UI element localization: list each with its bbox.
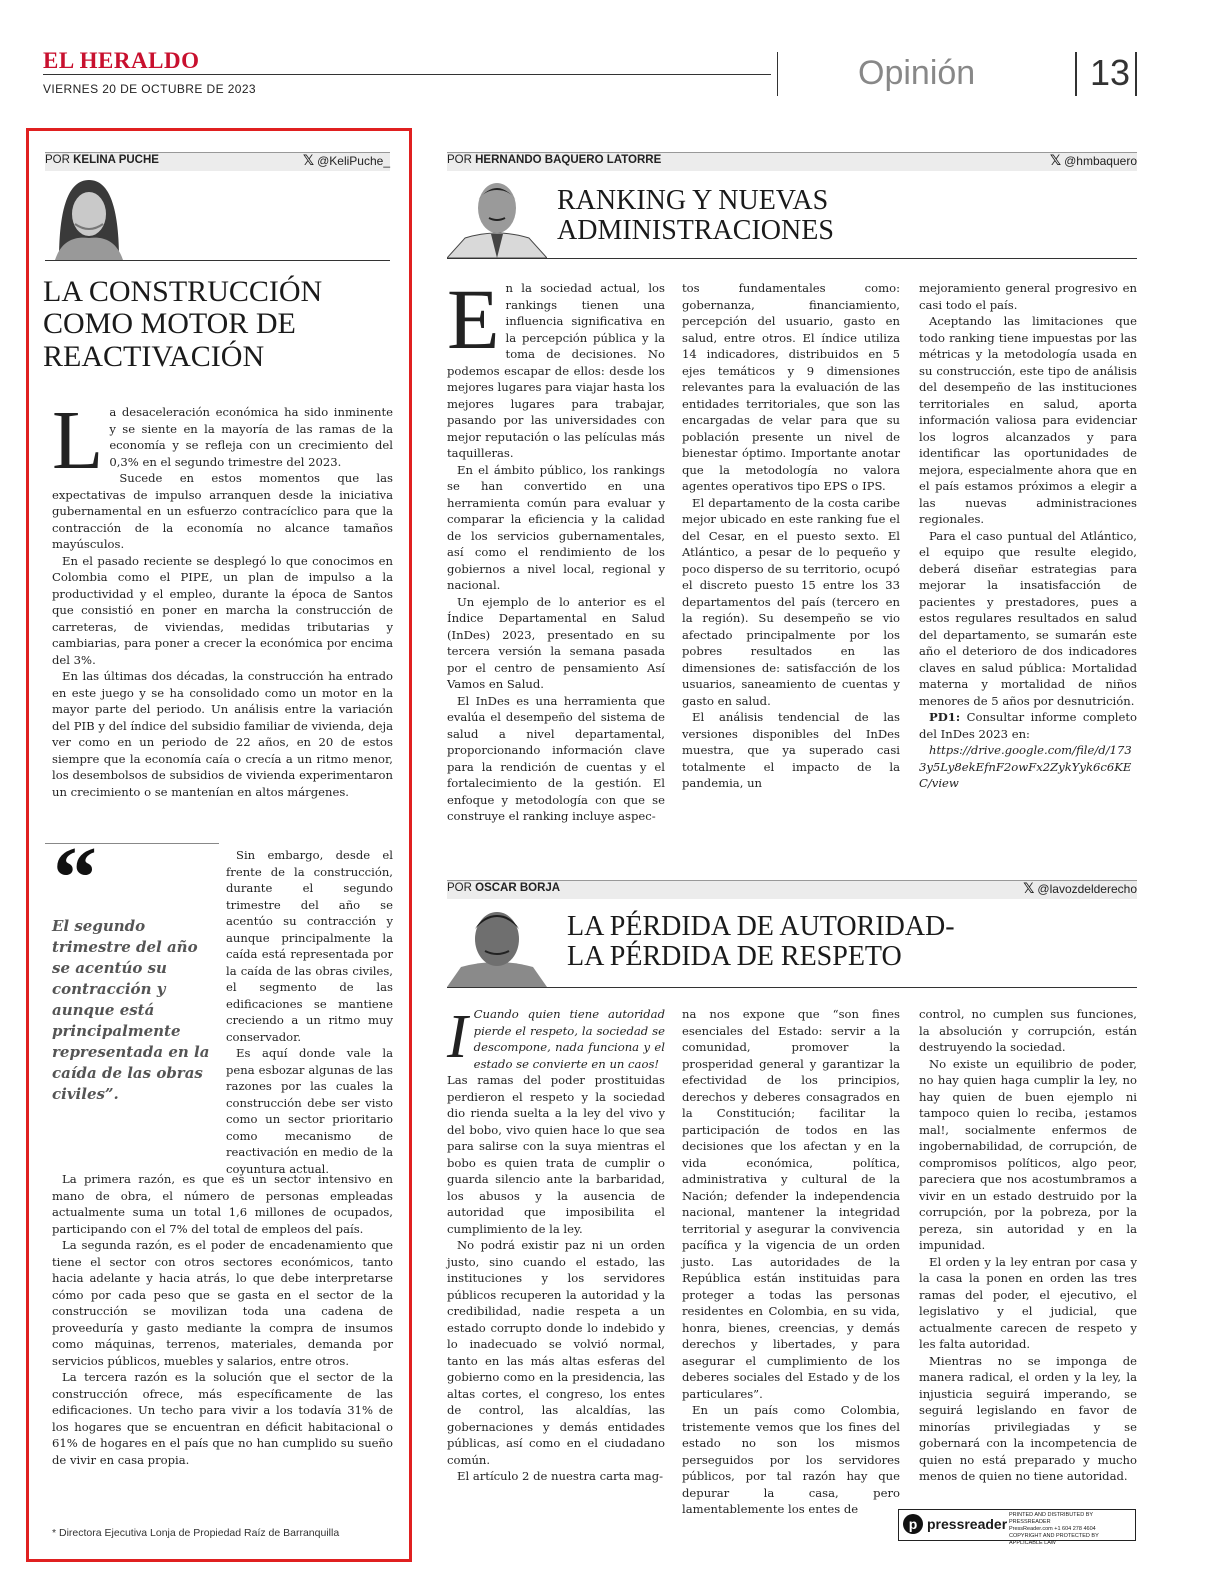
masthead-date: VIERNES 20 DE OCTUBRE DE 2023 (43, 82, 257, 96)
pressreader-legal: PRINTED AND DISTRIBUTED BY PRESSREADER PressReader.com +1 604 278 4604 COPYRIGHT AND PROTECTED BY APPLICABLE LAW (1009, 1512, 1099, 1546)
article2-rule (447, 258, 1137, 259)
byline-prefix: POR (447, 154, 472, 166)
article1-rule (45, 260, 390, 261)
section-name: Opinión (858, 54, 976, 92)
page-number: 13 (1090, 52, 1131, 93)
masthead-logo: EL HERALDO (43, 48, 200, 73)
author-photo (45, 172, 131, 260)
article1-body-wrap: Sin embargo, desde el frente de la construcción, durante el segundo trimestre del año se acentúo su contracción y aunque principalmente la caída está representada por la caída de las obras civiles, el segmento de las edificaciones se mantiene creciendo a un ritmo muy conservador. Es aquí donde vale la pena esbozar algunas de las razones por las cuales la construcción debe ser visto como un sector prioritario como mecanismo de reactivación en medio de la coyuntura actual. (226, 848, 393, 1176)
author-name: KELINA PUCHE (73, 154, 159, 166)
byline-prefix: POR (45, 154, 70, 166)
article1-footnote: * Directora Ejecutiva Lonja de Propiedad Raíz de Barranquilla (52, 1527, 340, 1539)
article3-rule (447, 987, 1137, 988)
article1-headline: LA CONSTRUCCIÓN COMO MOTOR DE REACTIVACIÓN (43, 275, 323, 373)
article1-byline (45, 152, 390, 171)
article2-col1: En la sociedad actual, los rankings tienen una influencia significativa en la percepción pública y la toma de decisiones. No podemos escapar de ellos: desde los mejores lugares para viajar hasta los mejores lugares para trabajar, pasando por las universidades con mejor reputación o las películas más taquilleras. En el ámbito público, los rankings se han convertido en una herramienta común para evaluar y comparar la eficiencia y la calidad de los servicios gubernamentales, así como el rendimiento de los gobiernos a nivel local, regional y nacional. Un ejemplo de lo anterior es el Índice Departamental en Salud (InDes) 2023, presentado en su tercera versión la semana pasada por el centro de pensamiento Así Vamos en Salud. El InDes es una herramienta que evalúa el desempeño del sistema de salud a nivel departamental, proporcionando información clave para la rendición de cuentas y el fortalecimiento de la gestión. El enfoque y metodología con que se construye el ranking incluye aspec- (447, 271, 665, 823)
article3-byline (447, 880, 1137, 899)
article3-handle: 𝕏 @lavozdelderecho (1023, 881, 1137, 897)
author-name: OSCAR BORJA (475, 882, 561, 894)
masthead-divider (777, 52, 778, 96)
masthead-rule (43, 74, 771, 75)
author-photo (447, 899, 547, 987)
pull-quote: “ El segundo trimestre del año se acentúo su contracción y aunque está principalmente representada en la caída de las obras civiles”. (45, 843, 219, 1102)
byline-prefix: POR (447, 882, 472, 894)
article2-byline (447, 152, 1137, 171)
page-num-divider-left (1075, 52, 1077, 96)
pd-link[interactable]: https://drive.google.com/file/d/1733y5Ly8ekEfnF2owFx2ZykYyk6c6KEC/view (919, 743, 1132, 790)
article1-handle: 𝕏 @KeliPuche_ (302, 153, 390, 169)
article2-handle: 𝕏 @hmbaquero (1049, 153, 1137, 169)
page-num-divider-right (1135, 52, 1137, 96)
dropcap: L (52, 394, 104, 487)
pressreader-brand: pressreader (927, 1516, 1008, 1532)
article3-col3: control, no cumplen sus funciones, la absolución y corrupción, están destruyendo la sociedad. No existe un equilibrio de poder, no hay quien haga cumplir la ley, no hay quien de buen ejemplo ni tampoco quien lo reciba, ¡estamos mal!, socialmente enfermos de ingobernabilidad, de corrupción, de compromisos políticos, algo peor, pareciera que nos acostumbramos a vivir en un estado destruido por la corrupción, por la pobreza, por la pereza, sin autoridad y en la impunidad. El orden y la ley entran por casa y la casa la ponen en orden las tres ramas del poder, el ejecutivo, el legislativo y el judicial, que actualmente carecen de respeto y les falta autoridad. Mientras no se imponga de manera radical, el orden y la ley, la injusticia seguirá imperando, se seguirá legislando en favor de minorías privilegiadas y se gobernará con la incompetencia de quien no está preparado y mucho menos de quien no tiene autoridad. (919, 1007, 1137, 1483)
article1-body-top: La desaceleración económica ha sido inminente y se siente en la mayoría de las ramas de la economía y se refleja con un crecimiento del 0,3% en el segundo trimestre del 2023. Sucede en estos momentos que las expectativas de impulso arranquen desde la iniciativa gubernamental en un esfuerzo contracíclico para que la contracción de la economía no alcance tamaños mayúsculos. En el pasado reciente se desplegó lo que conocimos en Colombia como el PIPE, un plan de impulso a la productividad y el empleo, durante la época de Santos que consistió en poner en marcha la construcción de carreteras, de viviendas, medidas tributarias y cambiarias, para poner a crecer la económica por encima del 3%. En las últimas dos décadas, la construcción ha entrado en este juego y se ha consolidado como un motor en la mayor parte del periodo. Un análisis entre la variación del PIB y del índice del subsidio familiar de vivienda, deja ver como en un periodo de 22 años, en 20 de estos siempre que la economía caía o crecía a un ritmo menor, los desembolsos de subsidios de vivienda experimentaron un crecimiento o se mantenían en altos márgenes. (52, 394, 393, 799)
article1-body-bottom: La primera razón, es que es un sector intensivo en mano de obra, el número de personas empleadas actualmente suma un total 1,6 millones de ocupados, participando con el 7% del total de empleos del país. La segunda razón, es el poder de encadenamiento que tiene el sector con otros sectores económicos, tanto hacia adelante y hacia atrás, lo que debe interpretarse cómo por cada peso que se gasta en el sector de la construcción se movilizan toda una cadena de proveeduría y gasto mediante la compra de insumos como máquinas, terrenos, materiales, demanda por servicios públicos, muebles y salarios, entre otros. La tercera razón es la solución que el sector de la construcción ofrece, más específicamente de las edificaciones. Un techo para vivir a los todavía 31% de los hogares que se encuentran en déficit habitacional o 61% de hogares en el país que no han cumplido su sueño de vivir en casa propia. (52, 1172, 393, 1467)
dropcap: E (447, 271, 500, 367)
article3-col2: na nos expone que “son fines esenciales del Estado: servir a la comunidad, promover la prosperidad general y garantizar la efectividad de los principios, derechos y deberes consagrados en la Constitución; facilitar la participación de todos en las decisiones que los afectan y en la vida económica, política, administrativa y cultural de la Nación; defender la independencia nacional, mantener la integridad territorial y asegurar la convivencia pacífica y la vigencia de un orden justo. Las autoridades de la República están instituidas para proteger a todas las personas residentes en Colombia, en su vida, honra, bienes, creencias, y demás derechos y libertades, y para asegurar el cumplimiento de los deberes sociales del Estado y de los particulares”. En un país como Colombia, tristemente vemos que los fines del estado no son los mismos perseguidos por los servidores públicos, por tal razón hay que depurar la casa, pero lamentablemente los entes de (682, 1007, 900, 1516)
article2-col3: mejoramiento general progresivo en casi todo el país. Aceptando las limitaciones que todo ranking tiene impuestas por las métricas y la metodología usada en su construcción, este tipo de análisis del desempeño de las instituciones territoriales en salud, aporta información valiosa para evidenciar los logros alcanzados y para identificar las oportunidades de mejora, especialmente ahora que en el país estamos próximos a elegir a las nuevas administraciones regionales. Para el caso puntual del Atlántico, el equipo que resulte elegido, deberá diseñar estrategias para mejorar la insatisfacción de pacientes y prestadores, pues a estos regulares resultados en salud del departamento, se sumarán este año el deterioro de dos indicadores claves en salud pública: Mortalidad materna y mortalidad de niños menores de 5 años por desnutrición. PD1: Consultar informe completo del InDes 2023 en: https://drive.google.com/file/d/1733y5Ly8ekEfnF2owFx2ZykYyk6c6KEC/view (919, 281, 1138, 790)
author-photo (447, 172, 547, 258)
dropcap: I (447, 1003, 468, 1071)
x-logo-icon: 𝕏 (1049, 153, 1062, 169)
article2-col2: tos fundamentales como: gobernanza, financiamiento, percepción del usuario, gasto en salud, entre otros. El índice utiliza 14 indicadores, distribuidos en 5 ejes temáticos y 9 dimensiones relevantes para la evaluación de las entidades territoriales, que son las encargadas de velar para que su población presente un nivel de bienestar óptimo. Importante anotar que la metodología no valora agentes operativos tipo EPS o IPS. El departamento de la costa caribe mejor ubicado en este ranking fue el del Cesar, en el puesto sexto. El Atlántico, a pesar de lo pequeño y poco disperso de su territorio, ocupó el discreto puesto 15 entre los 33 departamentos del país (tercero en la región). Su desempeño se vio afectado principalmente por los pobres resultados en las dimensiones de: satisfacción de los usuarios, saneamiento de cuentas y gasto en salud. El análisis tendencial de las versiones disponibles del InDes muestra, que ya superado casi totalmente el impacto de la pandemia, un (682, 281, 900, 790)
pd-label: PD1: (929, 710, 961, 724)
article3-col1: I Cuando quien tiene autoridad pierde el respeto, la sociedad se descompone, nada funciona y el estado se convierte en un caos! Las ramas del poder prostituidas perdieron el respeto y la sociedad dio rienda suelta a la ley del vivo y del bobo, vivo quien hace lo que sea para salirse con la suya mientras el bobo es quien trata de cumplir o guarda silencio ante la barbaridad, los abusos y la ausencia de autoridad que imposibilita el cumplimiento de la ley. No podrá existir paz ni un orden justo, sino cuando el estado, las instituciones y los servidores públicos recuperen la autoridad y la credibilidad, nadie respeta a un estado corrupto donde lo indebido y lo inadecuado se volvió normal, tanto en las más altas esferas del gobierno como en la presidencia, las altas cortes, el congreso, los entes de control, las alcaldías, las gobernaciones y demás entidades públicas, así como en el ciudadano común. El artículo 2 de nuestra carta mag- (447, 1003, 665, 1483)
article3-headline: LA PÉRDIDA DE AUTORIDAD- LA PÉRDIDA DE RESPETO (567, 911, 955, 973)
author-name: HERNANDO BAQUERO LATORRE (475, 154, 662, 166)
x-logo-icon: 𝕏 (1023, 881, 1035, 897)
x-logo-icon: 𝕏 (302, 153, 315, 169)
article2-headline: RANKING Y NUEVAS ADMINISTRACIONES (557, 185, 834, 247)
pressreader-logo-icon: p (903, 1514, 923, 1534)
quote-mark-icon: “ (53, 830, 97, 927)
pressreader-badge (898, 1509, 1136, 1546)
